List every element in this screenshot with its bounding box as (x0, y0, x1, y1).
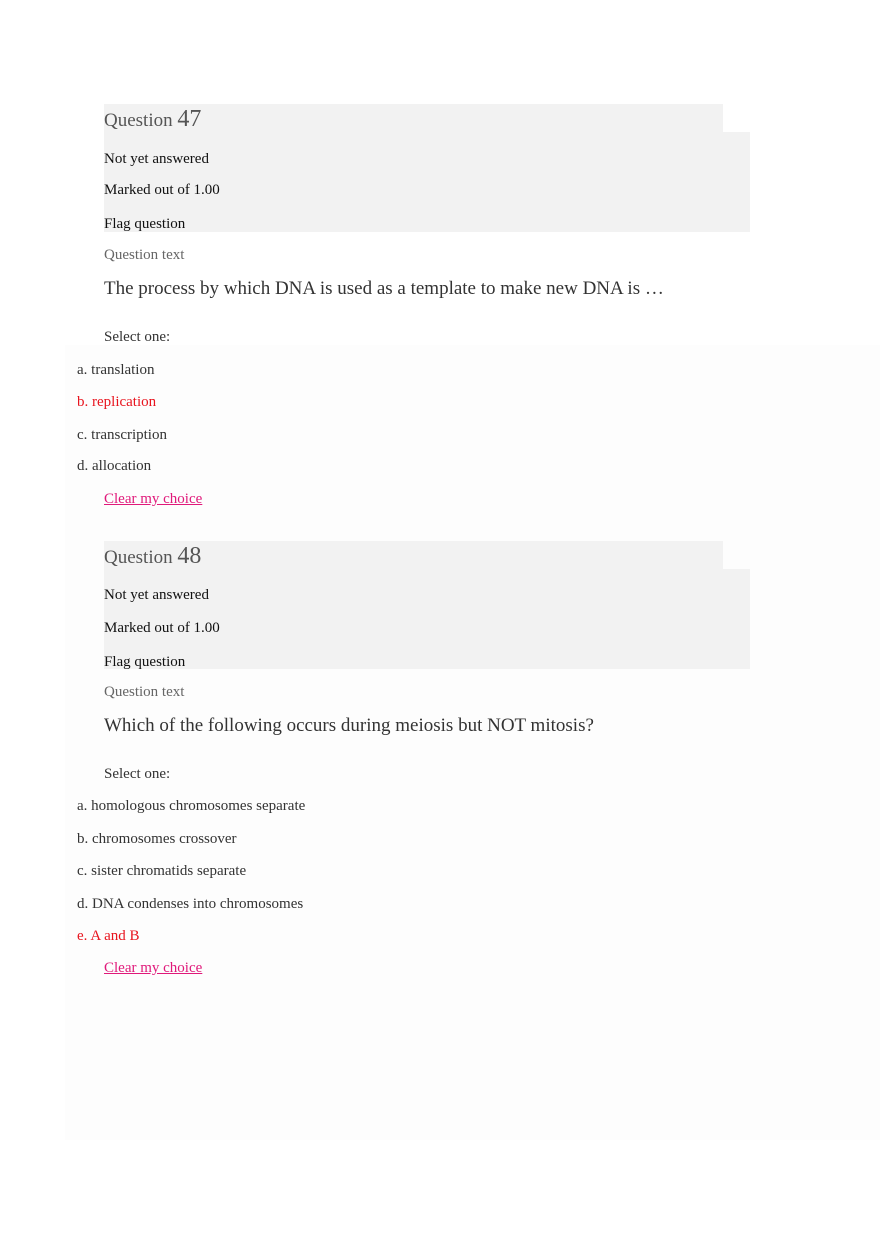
answer-option-c[interactable]: c. sister chromatids separate (77, 863, 247, 879)
question-text-label: Question text (104, 247, 185, 263)
answer-option-c[interactable]: c. transcription (77, 427, 167, 443)
question-title-label: Question (104, 547, 173, 568)
answer-option-e[interactable]: e. A and B (77, 928, 140, 944)
question-text: The process by which DNA is used as a template to make new DNA is … (104, 278, 664, 299)
question-number: 47 (177, 106, 202, 132)
flag-question-link[interactable]: Flag question (104, 216, 186, 232)
answer-option-b[interactable]: b. chromosomes crossover (77, 831, 237, 847)
flag-question-link[interactable]: Flag question (104, 654, 186, 670)
question-title-label: Question (104, 110, 173, 131)
question-text-label: Question text (104, 684, 185, 700)
clear-my-choice-link[interactable]: Clear my choice (104, 491, 203, 507)
question-47 (0, 104, 880, 524)
answer-option-b[interactable]: b. replication (77, 394, 157, 410)
answer-option-d[interactable]: d. allocation (77, 458, 152, 474)
question-status: Not yet answered (104, 151, 209, 167)
question-marks: Marked out of 1.00 (104, 620, 220, 636)
question-info-panel (104, 569, 750, 669)
question-marks: Marked out of 1.00 (104, 182, 220, 198)
answer-option-a[interactable]: a. homologous chromosomes separate (77, 798, 306, 814)
question-title (104, 107, 201, 131)
answer-option-a[interactable]: a. translation (77, 362, 155, 378)
select-one-label: Select one: (104, 329, 171, 345)
question-text: Which of the following occurs during meiosis but NOT mitosis? (104, 715, 594, 736)
question-number: 48 (177, 543, 202, 569)
clear-my-choice-link[interactable]: Clear my choice (104, 960, 203, 976)
question-48 (0, 541, 880, 976)
select-one-label: Select one: (104, 766, 171, 782)
question-status: Not yet answered (104, 587, 209, 603)
answer-option-d[interactable]: d. DNA condenses into chromosomes (77, 896, 304, 912)
question-title (104, 544, 201, 568)
